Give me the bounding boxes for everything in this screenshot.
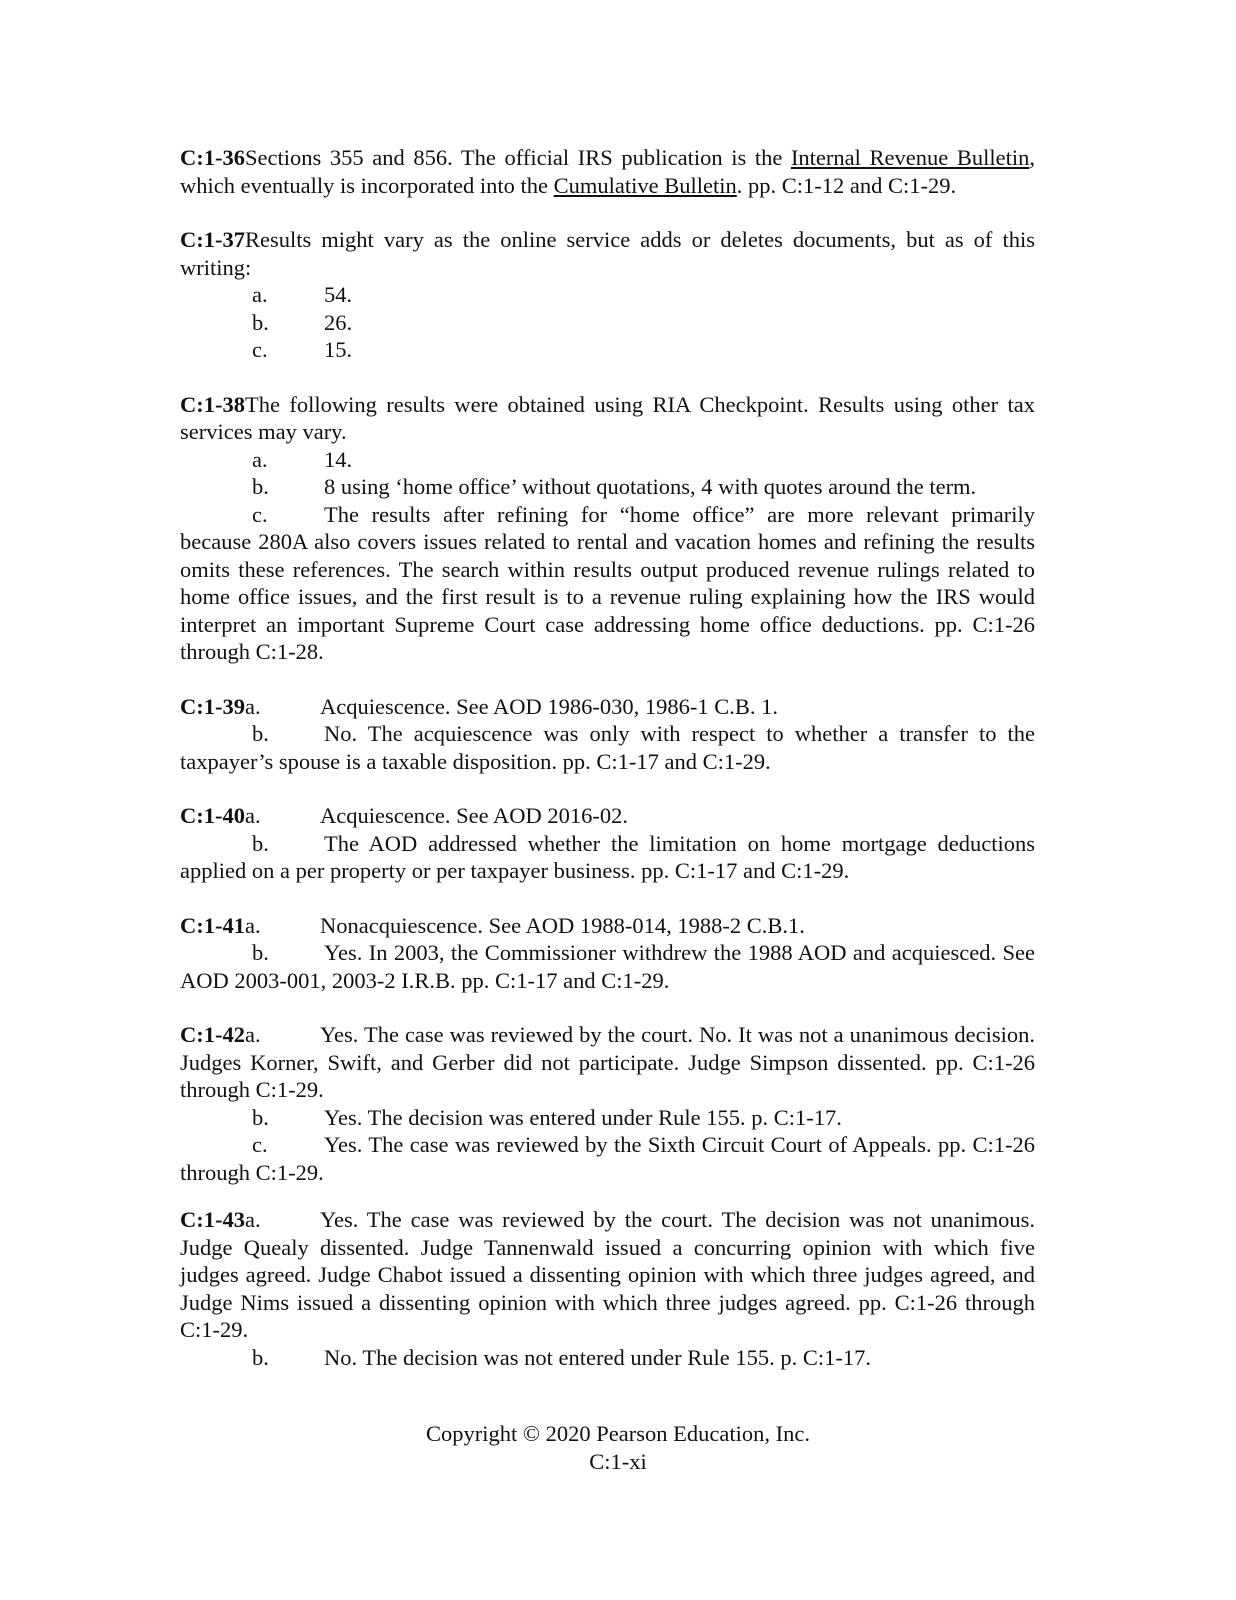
item-label: a. xyxy=(244,803,261,828)
entry-c1-41 xyxy=(180,912,1035,995)
cumulative-bulletin-title: Cumulative Bulletin xyxy=(553,172,737,198)
item-label: b. xyxy=(252,1104,269,1130)
item-label: a. xyxy=(252,282,268,307)
answer-item xyxy=(180,309,1035,337)
entry-number: C:1-39 xyxy=(180,693,245,719)
item-label: b. xyxy=(252,721,269,746)
item-text: No. The acquiescence was only with respect to whether a transfer to the taxpayer’s spouse is a taxable disposition. pp. C:1-17 and C:1-29. xyxy=(180,721,1035,774)
answer-item xyxy=(180,912,1035,940)
item-text: Yes. The case was reviewed by the court. No. It was not a unanimous decision. Judges Korner, Swift, and Gerber did not participate. Judge Simpson dissented. pp. C:1-26 through C:1-29. xyxy=(180,1022,1035,1102)
item-text: 8 using ‘home office’ without quotations, 4 with quotes around the term. xyxy=(324,474,977,499)
item-label: a. xyxy=(244,912,261,938)
answer-item xyxy=(180,336,1035,364)
item-label: a. xyxy=(244,1207,261,1232)
item-label: b. xyxy=(252,830,269,856)
entry-number: C:1-43 xyxy=(180,1207,245,1232)
internal-revenue-bulletin-title: Internal Revenue Bulletin xyxy=(790,145,1030,170)
answer-item xyxy=(180,802,1035,830)
item-text: 54. xyxy=(324,282,353,307)
entry-c1-36-text: C:1-36Sections 355 and 856. The official IRS publication is the Internal Revenue Bulletin, which eventually is incorporated into the Cumulative Bulletin. pp. C:1-12 and C:1-29. xyxy=(180,145,1035,198)
item-text: Yes. The decision was entered under Rule 155. p. C:1-17. xyxy=(324,1104,842,1130)
answer-item xyxy=(180,1206,1035,1344)
item-text: Yes. The case was reviewed by the Sixth Circuit Court of Appeals. pp. C:1-26 through C:1-29. xyxy=(180,1132,1035,1185)
item-text: Nonacquiescence. See AOD 1988-014, 1988-2 C.B.1. xyxy=(319,912,805,938)
copyright-notice: Copyright © 2020 Pearson Education, Inc. xyxy=(426,1421,810,1446)
entry-c1-39 xyxy=(180,693,1035,776)
entry-number: C:1-36 xyxy=(180,145,245,170)
answer-item xyxy=(180,281,1035,309)
answer-item xyxy=(180,720,1035,775)
item-text: 15. xyxy=(324,337,353,362)
item-label: b. xyxy=(252,474,269,499)
item-label: a. xyxy=(252,446,268,472)
item-text: 14. xyxy=(324,446,353,472)
answer-item xyxy=(180,939,1035,994)
entry-number: C:1-41 xyxy=(180,912,245,938)
entry-c1-37-intro: C:1-37Results might vary as the online service adds or deletes documents, but as of this writing: xyxy=(180,227,1035,280)
entry-c1-36 xyxy=(180,144,1035,199)
answer-item xyxy=(180,501,1035,666)
page-number: C:1-xi xyxy=(589,1448,647,1474)
answer-item xyxy=(180,1104,1035,1132)
item-text: The AOD addressed whether the limitation on home mortgage deductions applied on a per property or per taxpayer business. pp. C:1-17 and C:1-29. xyxy=(180,830,1035,883)
entry-number: C:1-38 xyxy=(180,391,245,417)
item-label: b. xyxy=(252,1344,269,1370)
solutions-content xyxy=(180,144,1035,1398)
item-text: Yes. The case was reviewed by the court. The decision was not unanimous. Judge Quealy dissented. Judge Tannenwald issued a concurring opinion with which five judges agreed. Judge Chabot issued a dissenting opinion with which three judges agreed, and Judge Nims issued a dissenting opinion with which three judges agreed. pp. C:1-26 through C:1-29. xyxy=(180,1207,1035,1342)
item-text: Acquiescence. See AOD 1986-030, 1986-1 C.B. 1. xyxy=(319,693,779,719)
item-label: c. xyxy=(252,501,268,527)
answer-item xyxy=(180,830,1035,885)
item-label: b. xyxy=(252,940,269,965)
answer-item xyxy=(180,1344,1035,1372)
entry-number: C:1-42 xyxy=(180,1022,245,1047)
item-text: Yes. In 2003, the Commissioner withdrew the 1988 AOD and acquiesced. See AOD 2003-001, 2003-2 I.R.B. pp. C:1-17 and C:1-29. xyxy=(180,940,1035,993)
item-label: c. xyxy=(252,1132,268,1157)
item-label: b. xyxy=(252,309,269,335)
item-label: a. xyxy=(244,1022,261,1047)
entry-number: C:1-37 xyxy=(180,227,245,252)
page-footer xyxy=(0,1420,1236,1475)
answer-item xyxy=(180,1021,1035,1104)
entry-c1-42 xyxy=(180,1021,1035,1186)
item-text: 26. xyxy=(324,309,353,335)
answer-item xyxy=(180,693,1035,721)
answer-item xyxy=(180,1131,1035,1186)
entry-c1-37 xyxy=(180,226,1035,364)
entry-c1-40 xyxy=(180,802,1035,885)
answer-item xyxy=(180,473,1035,501)
entry-c1-38 xyxy=(180,391,1035,666)
item-label: c. xyxy=(252,337,268,362)
entry-number: C:1-40 xyxy=(180,803,245,828)
item-text: No. The decision was not entered under Rule 155. p. C:1-17. xyxy=(324,1344,871,1370)
item-label: a. xyxy=(244,693,261,719)
answer-item xyxy=(180,446,1035,474)
item-text: Acquiescence. See AOD 2016-02. xyxy=(319,803,629,828)
item-text: The results after refining for “home office” are more relevant primarily because 280A also covers issues related to rental and vacation homes and refining the results omits these references. The search within results output produced revenue rulings related to home office issues, and the first result is to a revenue ruling explaining how the IRS would interpret an important Supreme Court case addressing home office deductions. pp. C:1-26 through C:1-28. xyxy=(180,501,1035,664)
entry-c1-38-intro: C:1-38The following results were obtained using RIA Checkpoint. Results using other tax services may vary. xyxy=(180,391,1035,444)
entry-c1-43 xyxy=(180,1206,1035,1371)
